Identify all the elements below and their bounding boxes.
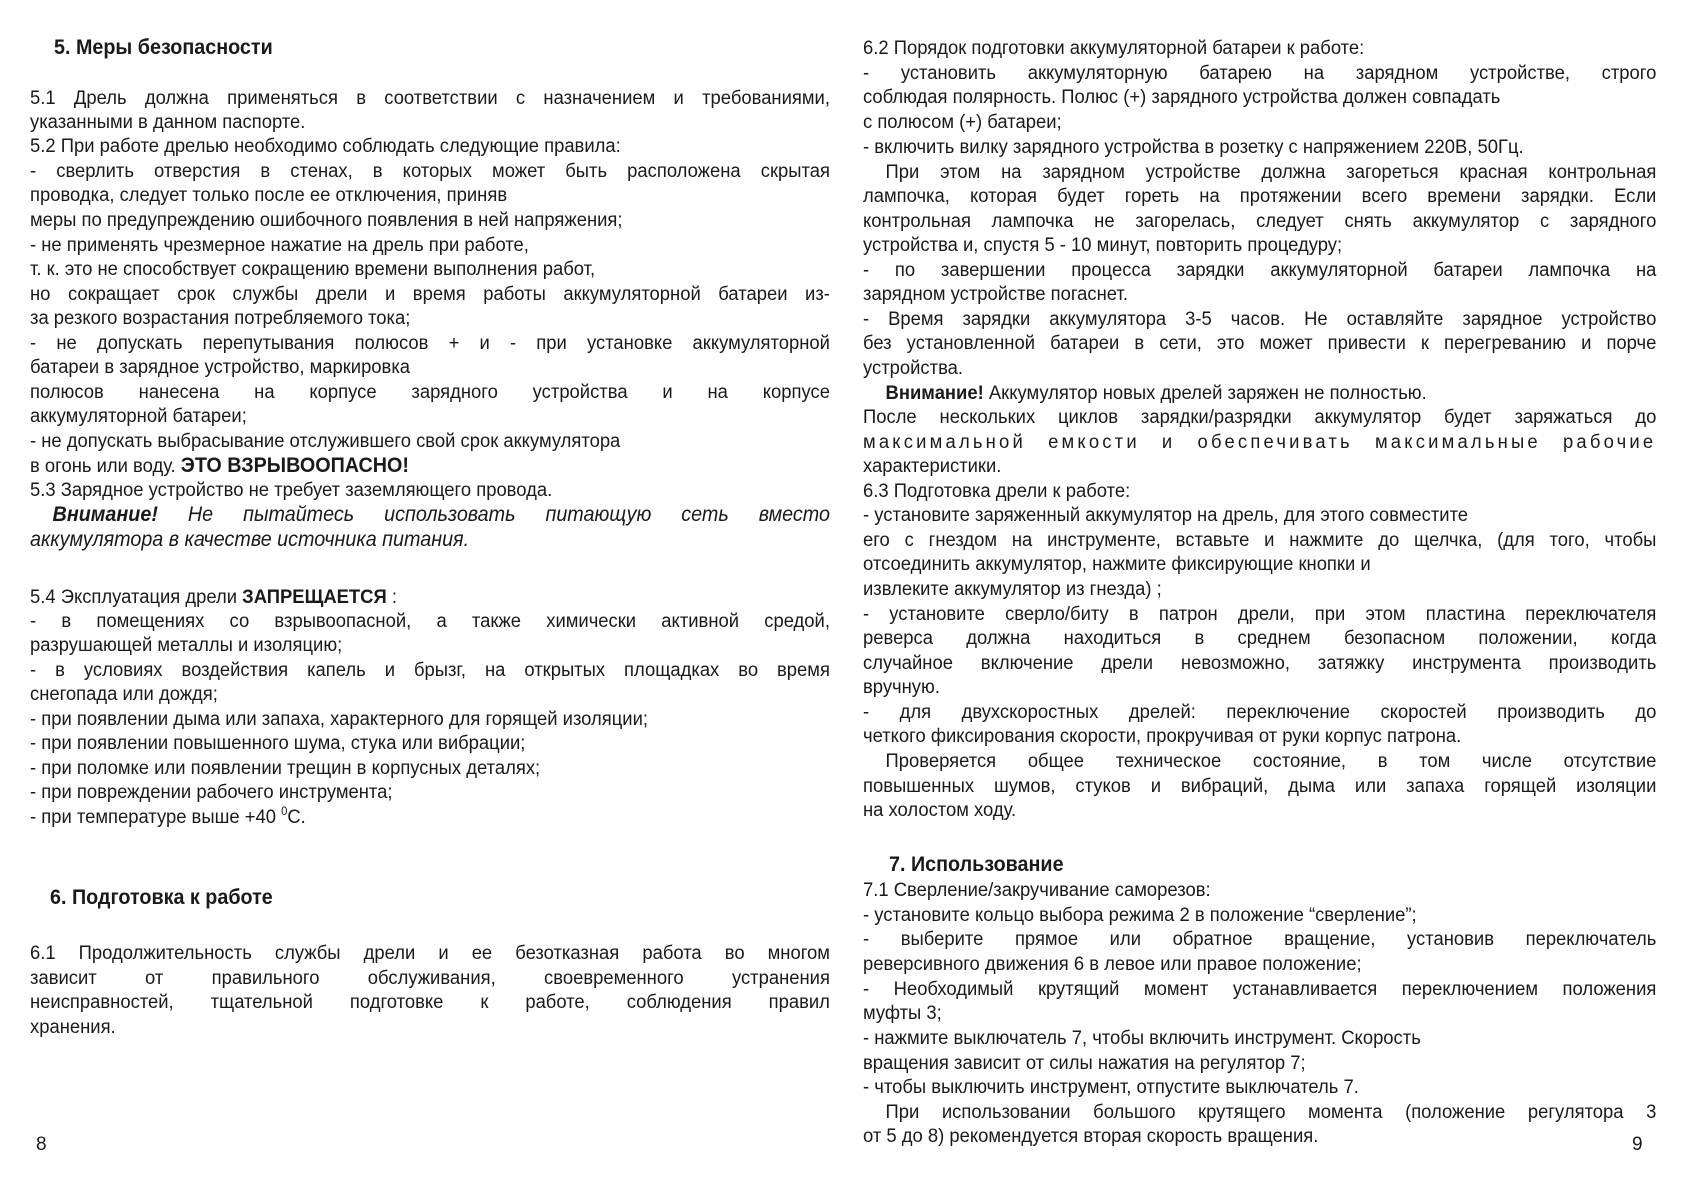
text-line: извлеките аккумулятор из гнезда) ; <box>863 578 1162 600</box>
text-line: зависит от правильного обслуживания, своевременного устранения <box>30 967 830 989</box>
section-5-heading: 5. Меры безопасности <box>54 36 273 59</box>
text-line: - не допускать перепутывания полюсов + и - при установке аккумуляторной <box>30 332 830 354</box>
text-line <box>30 805 306 829</box>
text-line: - установите кольцо выбора режима 2 в положение “сверление”; <box>863 904 1417 926</box>
text-line: 6.1 Продолжительность службы дрели и ее безотказная работа во многом <box>30 942 830 964</box>
text-line: т. к. это не способствует сокращению времени выполнения работ, <box>30 258 596 280</box>
warning-line: аккумулятора в качестве источника питания. <box>30 528 470 551</box>
text-line: - выберите прямое или обратное вращение, установив переключатель <box>863 928 1657 950</box>
text-line: отсоединить аккумулятор, нажмите фиксирующие кнопки и <box>863 553 1371 575</box>
text-line: вращения зависит от силы нажатия на регулятор 7; <box>863 1052 1306 1074</box>
text-line: - по завершении процесса зарядки аккумуляторной батареи лампочка на <box>863 259 1657 281</box>
text-line: проводка, следует только после ее отключения, приняв <box>30 184 508 206</box>
text-line: реверсивного движения 6 в левое или правое положение; <box>863 953 1362 975</box>
text-line: После нескольких циклов зарядки/разрядки аккумулятор будет заряжаться до <box>863 406 1657 428</box>
text-line: 5.2 При работе дрелью необходимо соблюдать следующие правила: <box>30 135 621 157</box>
text-line: - включить вилку зарядного устройства в розетку с напряжением 220В, 50Гц. <box>863 136 1524 158</box>
text-line: 6.3 Подготовка дрели к работе: <box>863 480 1131 502</box>
text-line: 6.2 Порядок подготовки аккумуляторной батареи к работе: <box>863 37 1365 59</box>
prohibited-label: ЗАПРЕЩАЕТСЯ <box>242 586 387 608</box>
text-line: зарядном устройстве погаснет. <box>863 283 1128 305</box>
text-span: - при температуре выше +40 <box>30 806 282 828</box>
page-number-left: 8 <box>36 1134 47 1155</box>
text-line <box>863 381 1427 405</box>
text-line: соблюдая полярность. Полюс (+) зарядного устройства должен совпадать <box>863 86 1501 108</box>
text-line: контрольная лампочка не загорелась, следует снять аккумулятор с зарядного <box>863 210 1657 232</box>
text-line: - в помещениях со взрывоопасной, а также химически активной средой, <box>30 610 830 632</box>
text-line: 7.1 Сверление/закручивание саморезов: <box>863 879 1211 901</box>
text-line: - Время зарядки аккумулятора 3-5 часов. Не оставляйте зарядное устройство <box>863 308 1657 330</box>
text-line: повышенных шумов, стуков и вибраций, дыма или запаха горящей изоляции <box>863 775 1657 797</box>
text-line: неисправностей, тщательной подготовке к работе, соблюдения правил <box>30 991 830 1013</box>
text-span: Не пытайтесь использовать питающую сеть вместо <box>157 503 830 526</box>
text-line <box>30 585 397 609</box>
text-line: меры по предупреждению ошибочного появления в ней напряжения; <box>30 209 623 231</box>
text-span: С. <box>287 806 306 828</box>
warning-line <box>30 503 830 527</box>
text-line: аккумуляторной батареи; <box>30 405 247 427</box>
text-line: муфты 3; <box>863 1002 942 1024</box>
text-line: случайное включение дрели невозможно, затяжку инструмента производить <box>863 652 1657 674</box>
text-line: разрушающей металлы и изоляцию; <box>30 634 343 656</box>
text-line: его с гнездом на инструменте, вставьте и нажмите до щелчка, (для того, чтобы <box>863 529 1657 551</box>
section-7-heading: 7. Использование <box>889 853 1064 876</box>
text-line: с полюсом (+) батареи; <box>863 111 1062 133</box>
text-line: - Необходимый крутящий момент устанавливается переключением положения <box>863 978 1657 1000</box>
text-line: 5.3 Зарядное устройство не требует заземляющего провода. <box>30 479 553 501</box>
text-line: - при появлении повышенного шума, стука или вибрации; <box>30 732 526 754</box>
text-line: от 5 до 8) рекомендуется вторая скорость вращения. <box>863 1125 1319 1147</box>
text-line: - в условиях воздействия капель и брызг, на открытых площадках во время <box>30 659 830 681</box>
text-line: характеристики. <box>863 455 1002 477</box>
text-line: - не допускать выбрасывание отслужившего свой срок аккумулятора <box>30 430 621 452</box>
text-line: батареи в зарядное устройство, маркировка <box>30 356 411 378</box>
text-line: максимальной емкости и обеспечивать максимальные рабочие <box>863 431 1657 453</box>
text-line: устройства и, спустя 5 - 10 минут, повторить процедуру; <box>863 234 1343 256</box>
text-span: Аккумулятор новых дрелей заряжен не полностью. <box>983 382 1427 404</box>
page-number-right: 9 <box>1632 1134 1643 1155</box>
text-span: : <box>386 586 397 608</box>
text-line: - сверлить отверстия в стенах, в которых может быть расположена скрытая <box>30 160 830 182</box>
attention-label: Внимание! <box>52 503 158 526</box>
text-line: - установите сверло/биту в патрон дрели, при этом пластина переключателя <box>863 603 1657 625</box>
text-line: При этом на зарядном устройстве должна загореться красная контрольная <box>885 161 1657 183</box>
text-line: указанными в данном паспорте. <box>30 111 306 133</box>
text-line: - установить аккумуляторную батарею на зарядном устройстве, строго <box>863 62 1657 84</box>
text-line: но сокращает срок службы дрели и время работы аккумуляторной батареи из- <box>30 283 830 305</box>
text-span: 5.4 Эксплуатация дрели <box>30 586 243 608</box>
text-line: хранения. <box>30 1016 116 1038</box>
text-line: реверса должна находиться в среднем безопасном положении, когда <box>863 627 1657 649</box>
text-line: полюсов нанесена на корпусе зарядного устройства и на корпусе <box>30 381 830 403</box>
text-line: - при поломке или появлении трещин в корпусных деталях; <box>30 757 541 779</box>
text-line: без установленной батареи в сети, это может привести к перегреванию и порче <box>863 332 1657 354</box>
text-line: - установите заряженный аккумулятор на дрель, для этого совместите <box>863 504 1469 526</box>
text-line: 5.1 Дрель должна применяться в соответствии с назначением и требованиями, <box>30 87 830 109</box>
text-line: - нажмите выключатель 7, чтобы включить инструмент. Скорость <box>863 1027 1421 1049</box>
text-line <box>30 454 409 478</box>
text-line: лампочка, которая будет гореть на протяжении всего времени зарядки. Если <box>863 185 1657 207</box>
section-6-heading: 6. Подготовка к работе <box>50 886 273 909</box>
attention-label: Внимание! <box>885 382 984 404</box>
text-line: - при повреждении рабочего инструмента; <box>30 781 393 803</box>
text-line: четкого фиксирования скорости, прокручивая от руки корпус патрона. <box>863 725 1462 747</box>
text-line: - для двухскоростных дрелей: переключение скоростей производить до <box>863 701 1657 723</box>
text-line: При использовании большого крутящего момента (положение регулятора 3 <box>885 1101 1657 1123</box>
text-line: - не применять чрезмерное нажатие на дрель при работе, <box>30 234 529 256</box>
text-span: в огонь или воду. <box>30 455 181 477</box>
degree-superscript: 0 <box>281 804 288 818</box>
text-line: - чтобы выключить инструмент, отпустите выключатель 7. <box>863 1076 1359 1098</box>
warning-explosive: ЭТО ВЗРЫВООПАСНО! <box>180 454 409 477</box>
text-line: - при появлении дыма или запаха, характерного для горящей изоляции; <box>30 708 648 730</box>
text-line: вручную. <box>863 676 940 698</box>
text-line: снегопада или дождя; <box>30 683 218 705</box>
text-line: Проверяется общее техническое состояние, в том числе отсутствие <box>885 750 1657 772</box>
text-line: за резкого возрастания потребляемого тока; <box>30 307 411 329</box>
text-line: на холостом ходу. <box>863 799 1017 821</box>
text-line: устройства. <box>863 357 964 379</box>
